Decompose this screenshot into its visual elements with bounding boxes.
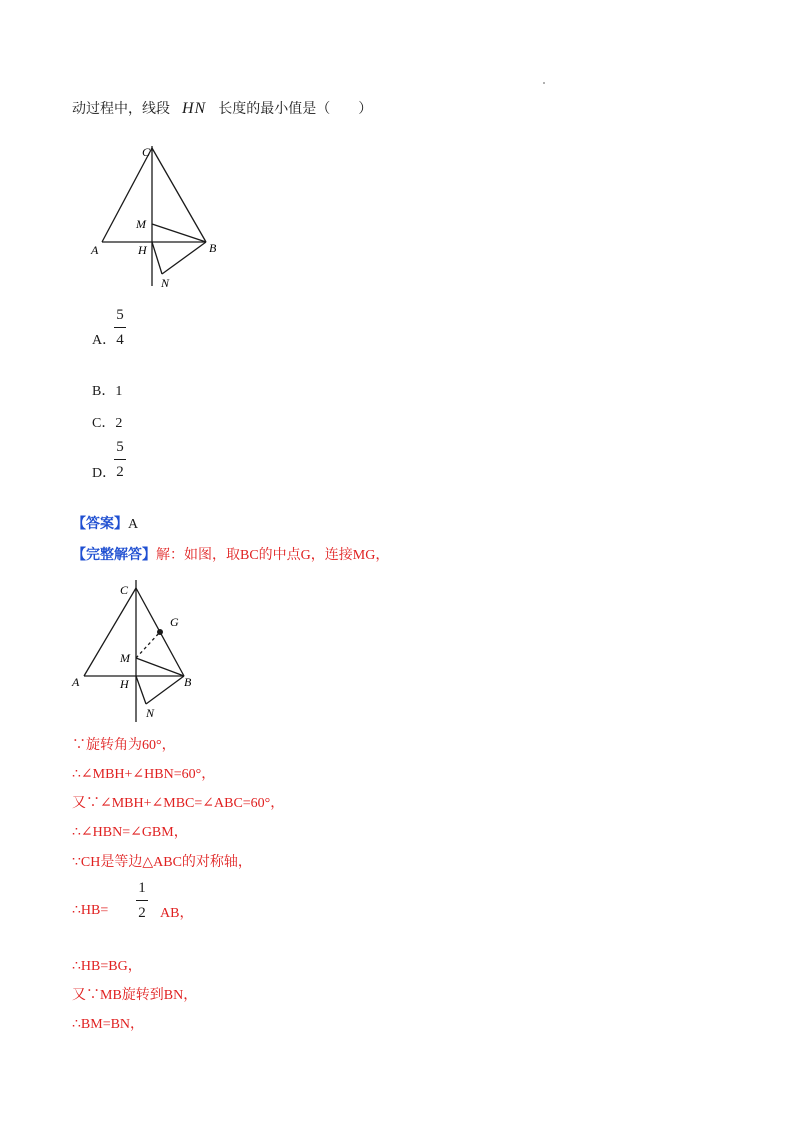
segment-mb bbox=[136, 658, 184, 676]
segment-bn bbox=[146, 676, 184, 704]
step-2: ∴∠MBH+∠HBN=60°， bbox=[72, 767, 216, 782]
label-h: H bbox=[138, 243, 147, 257]
option-d-numerator: 5 bbox=[116, 439, 124, 455]
triangle-figure-2 bbox=[64, 576, 214, 722]
option-b-letter: B． bbox=[92, 384, 116, 399]
label-b: B bbox=[184, 675, 192, 689]
option-a-numerator: 5 bbox=[116, 307, 124, 323]
option-b-value: 1 bbox=[115, 384, 123, 399]
label-c: C bbox=[142, 145, 151, 159]
question-prefix: 动过程中，线段 bbox=[72, 102, 170, 117]
segment-mg-dashed bbox=[136, 632, 160, 658]
segment-hn bbox=[136, 676, 146, 704]
step-6-denominator: 2 bbox=[138, 905, 146, 921]
option-c-value: 2 bbox=[115, 416, 123, 431]
label-c: C bbox=[120, 583, 129, 597]
side-cb bbox=[152, 148, 206, 242]
solution-intro: 解：如图，取BC的中点G，连接MG， bbox=[156, 548, 390, 563]
fraction-bar bbox=[114, 327, 126, 328]
option-d bbox=[92, 462, 116, 482]
option-a-fraction bbox=[114, 306, 126, 349]
step-7: ∴HB=BG， bbox=[72, 959, 142, 974]
segment-name: HN bbox=[182, 100, 207, 117]
step-1: ∵旋转角为60°， bbox=[72, 738, 176, 753]
fraction-bar bbox=[136, 900, 148, 901]
option-d-letter: D． bbox=[92, 466, 117, 481]
segment-hn bbox=[152, 242, 162, 274]
segment-bn bbox=[162, 242, 206, 274]
option-c bbox=[92, 412, 122, 432]
solution-tag: 【完整解答】 bbox=[72, 548, 156, 563]
label-n: N bbox=[161, 276, 170, 290]
option-a-letter: A． bbox=[92, 333, 117, 348]
step-3: 又∵∠MBH+∠MBC=∠ABC=60°， bbox=[72, 796, 285, 811]
solution-line bbox=[72, 544, 389, 564]
label-g: G bbox=[170, 615, 179, 629]
stray-dot bbox=[543, 82, 545, 84]
label-b: B bbox=[209, 241, 217, 255]
option-d-fraction bbox=[114, 438, 126, 481]
step-8: 又∵MB旋转到BN， bbox=[72, 988, 198, 1003]
midpoint-g-dot bbox=[157, 629, 163, 635]
option-b bbox=[92, 380, 122, 400]
option-d-denominator: 2 bbox=[116, 464, 124, 480]
label-a: A bbox=[91, 243, 99, 257]
step-6-numerator: 1 bbox=[138, 880, 146, 896]
label-m: M bbox=[136, 217, 146, 231]
label-h: H bbox=[120, 677, 129, 691]
step-9: ∴BM=BN， bbox=[72, 1017, 145, 1032]
step-6-prefix: ∴HB= bbox=[72, 903, 109, 918]
question-suffix: 长度的最小值是（ ） bbox=[218, 102, 373, 117]
fraction-bar bbox=[114, 459, 126, 460]
option-a bbox=[92, 329, 116, 349]
label-a: A bbox=[72, 675, 80, 689]
answer-tag: 【答案】 bbox=[72, 517, 128, 532]
question-line bbox=[72, 98, 372, 118]
step-6-fraction bbox=[136, 879, 148, 922]
answer-value: A bbox=[128, 517, 139, 532]
label-m: M bbox=[120, 651, 130, 665]
step-4: ∴∠HBN=∠GBM， bbox=[72, 825, 188, 840]
answer-line bbox=[72, 513, 138, 533]
step-5: ∵CH是等边△ABC的对称轴， bbox=[72, 855, 252, 870]
option-c-letter: C． bbox=[92, 416, 116, 431]
step-6-suffix: AB， bbox=[160, 906, 194, 921]
label-n: N bbox=[146, 706, 155, 720]
option-a-denominator: 4 bbox=[116, 332, 124, 348]
triangle-figure-1 bbox=[84, 136, 224, 296]
